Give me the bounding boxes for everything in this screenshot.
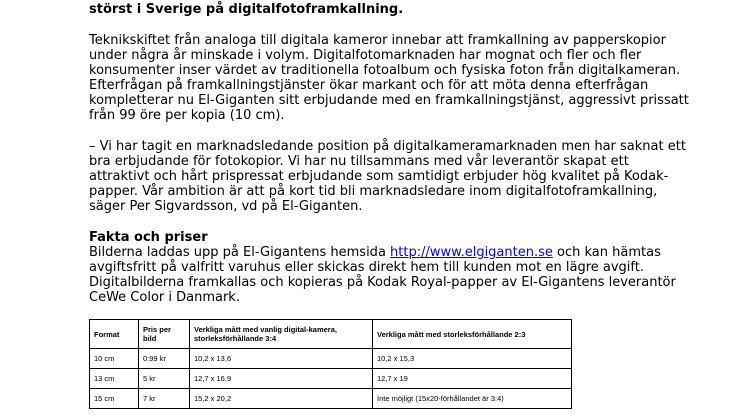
paragraph-market: Teknikskiftet från analoga till digitala kameror innebar att framkallning av papperskopior under några år minskade i volym. Digitalfotomarknaden har mognat och fler och fler konsumenter inser värdet av traditionella fotoalbum och fysiska foton från digitalkameran. Efterfrågan på framkallningstjänster ökar markant och för att möta denna efterfrågan kompletterar nu El-Giganten sitt erbjudande med en framkallningstjänst, aggressivt prissatt från 99 öre per kopia (10 cm). xyxy=(89,33,689,123)
facts-paragraph xyxy=(89,245,689,305)
facts-heading: Fakta och priser xyxy=(89,230,208,245)
table-row xyxy=(90,369,572,389)
headline-tail: störst i Sverige på digitalfotoframkallning. xyxy=(89,2,404,17)
elgiganten-link[interactable]: http://www.elgiganten.se xyxy=(390,245,553,260)
header-size-2-3: Verkliga mått med storleksförhållande 2:3 xyxy=(373,320,572,349)
header-price: Pris per bild xyxy=(139,320,190,349)
cell-size-2-3: Inte möjligt (15x20-förhållandet är 3:4) xyxy=(373,389,572,409)
cell-format: 10 cm xyxy=(90,349,139,369)
cell-size-2-3: 12,7 x 19 xyxy=(373,369,572,389)
document-page xyxy=(89,0,689,403)
cell-size-3-4: 12,7 x 16,9 xyxy=(190,369,373,389)
cell-price: 7 kr xyxy=(139,389,190,409)
paragraph-quote: – Vi har tagit en marknadsledande position på digitalkameramarknaden men har saknat ett bra erbjudande för fotokopior. Vi har nu tillsammans med vår leverantör skapat ett attraktivt och hårt prispressat erbjudande som samtidigt erbjuder hög kvalitet på Kodak-papper. Vår ambition är att på kort tid bli marknadsledare inom digitalfotoframkallning, säger Per Sigvardsson, vd på El-Giganten. xyxy=(89,139,686,214)
facts-text-before: Bilderna laddas upp på El-Gigantens hemsida xyxy=(89,245,391,260)
table-header-row xyxy=(90,320,572,349)
table-row xyxy=(90,349,572,369)
header-format: Format xyxy=(90,320,139,349)
cell-format: 15 cm xyxy=(90,389,139,409)
cell-size-3-4: 15,2 x 20,2 xyxy=(190,389,373,409)
cell-price: 5 kr xyxy=(139,369,190,389)
facts-text-after: och kan hämtas avgiftsfritt på valfritt varuhus eller skickas direkt hem till kunden mot en lägre avgift. Digitalbilderna framkallas och kopieras på Kodak Royal-papper av El-Gigantens leverantör CeWe Color i Danmark. xyxy=(89,245,676,305)
cell-price: 0:99 kr xyxy=(139,349,190,369)
cell-size-3-4: 10,2 x 13,6 xyxy=(190,349,373,369)
cell-size-2-3: 10,2 x 15,3 xyxy=(373,349,572,369)
cell-format: 13 cm xyxy=(90,369,139,389)
header-size-3-4: Verkliga mått med vanlig digital-kamera, storleksförhållande 3:4 xyxy=(190,320,373,349)
table-row xyxy=(90,389,572,409)
price-table xyxy=(89,319,572,409)
